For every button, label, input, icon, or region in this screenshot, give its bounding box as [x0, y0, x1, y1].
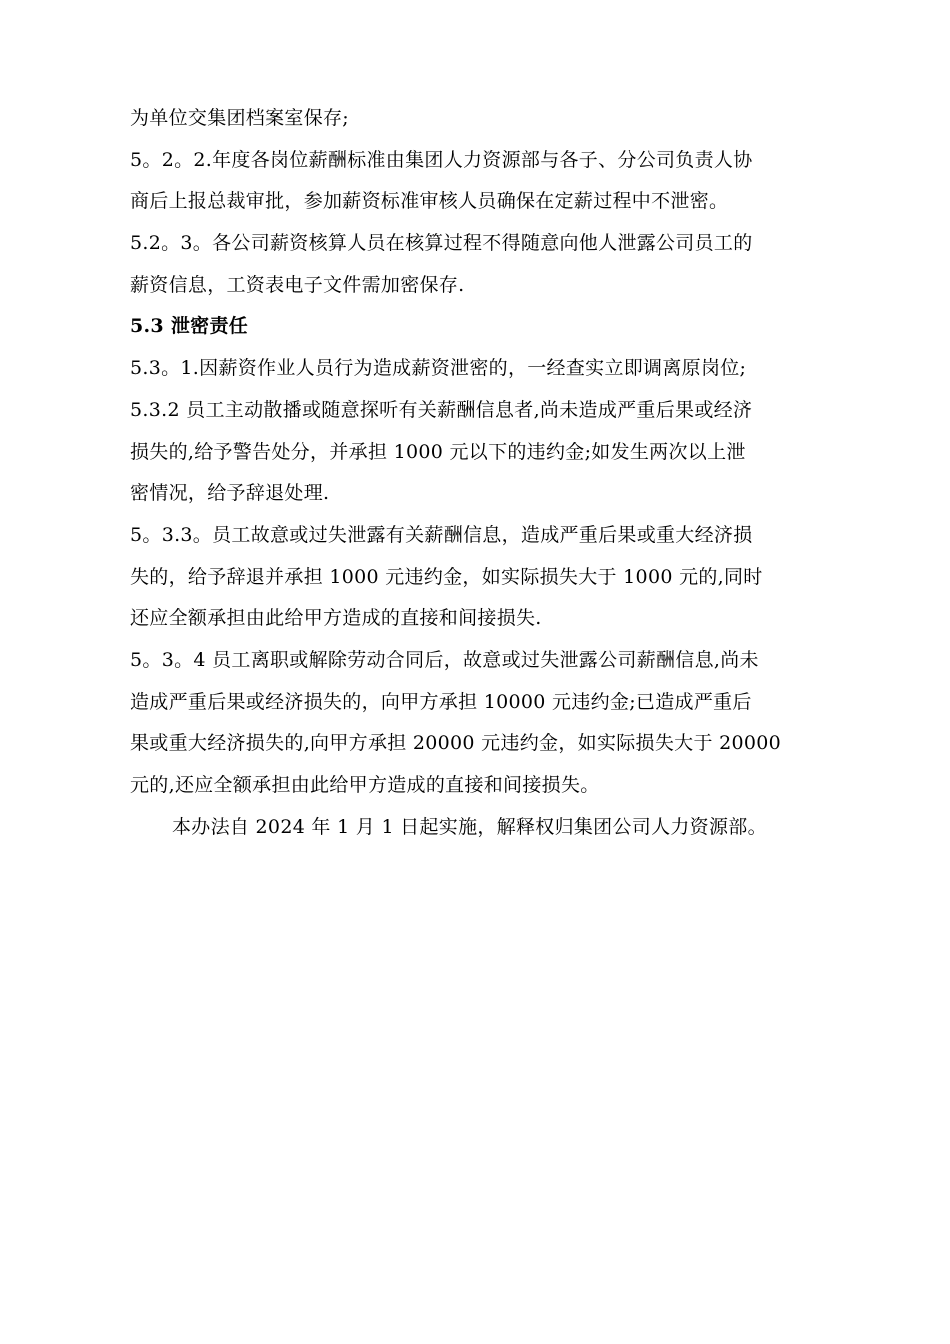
clause-5-3-4-line-3: 果或重大经济损失的,向甲方承担 20000 元违约金，如实际损失大于 20000 [130, 732, 782, 755]
clause-5-3-3-line-3: 还应全额承担由此给甲方造成的直接和间接损失. [130, 607, 542, 630]
clause-5-3-2-line-2: 损失的,给予警告处分，并承担 1000 元以下的违约金;如发生两次以上泄 [130, 440, 746, 463]
text-line: 为单位交集团档案室保存; [130, 107, 350, 129]
clause-5-3-4-line-1: 5。3。4 员工离职或解除劳动合同后，故意或过失泄露公司薪酬信息,尚未 [130, 648, 759, 671]
clause-5-3-2-line-3: 密情况，给予辞退处理. [130, 482, 330, 505]
clause-5-3-4-line-4: 元的,还应全额承担由此给甲方造成的直接和间接损失。 [130, 774, 600, 796]
clause-5-3-1-line-1: 5.3。1.因薪资作业人员行为造成薪资泄密的，一经查实立即调离原岗位; [130, 357, 747, 380]
clause-5-2-3-line-2: 薪资信息，工资表电子文件需加密保存. [130, 273, 465, 296]
clause-5-3-4-line-2: 造成严重后果或经济损失的，向甲方承担 10000 元违约金;已造成严重后 [130, 690, 752, 713]
effective-date-statement: 本办法自 2024 年 1 月 1 日起实施，解释权归集团公司人力资源部。 [172, 815, 767, 838]
document-body [130, 98, 850, 848]
section-heading-5-3: 5.3 泄密责任 [130, 315, 249, 338]
clause-5-3-2-line-1: 5.3.2 员工主动散播或随意探听有关薪酬信息者,尚未造成严重后果或经济 [130, 398, 753, 421]
clause-5-3-3-line-2: 失的，给予辞退并承担 1000 元违约金，如实际损失大于 1000 元的,同时 [130, 565, 763, 588]
clause-5-2-3-line-1: 5.2。3。各公司薪资核算人员在核算过程不得随意向他人泄露公司员工的 [130, 232, 753, 255]
clause-5-2-2-line-1: 5。2。2.年度各岗位薪酬标准由集团人力资源部与各子、分公司负责人协 [130, 148, 753, 171]
clause-5-3-3-line-1: 5。3.3。员工故意或过失泄露有关薪酬信息，造成严重后果或重大经济损 [130, 523, 753, 546]
clause-5-2-2-line-2: 商后上报总裁审批，参加薪资标准审核人员确保在定薪过程中不泄密。 [130, 190, 729, 213]
